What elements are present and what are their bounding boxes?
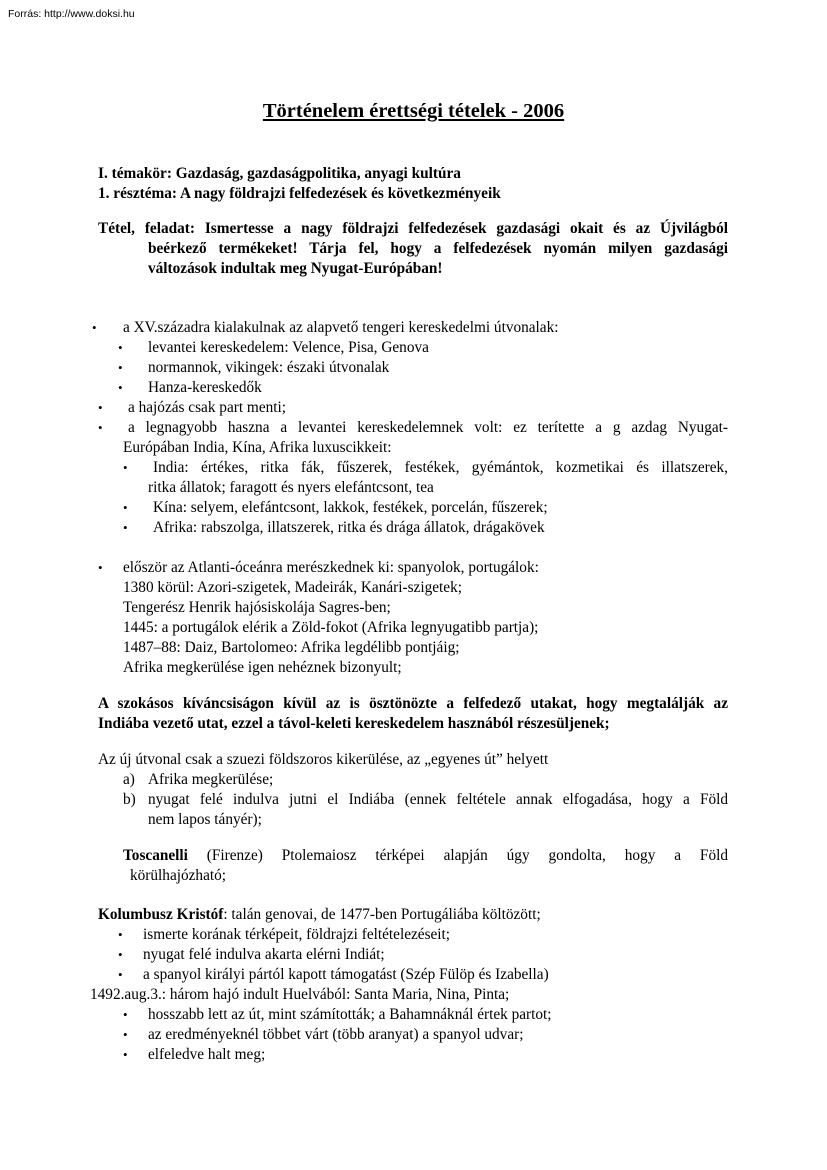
list-item-cont: nem lapos tányér);: [148, 811, 262, 828]
toscanelli-name: Toscanelli: [123, 847, 188, 864]
bullet-icon: •: [123, 1027, 128, 1042]
bullet-icon: •: [118, 947, 123, 962]
toscanelli-text: (Firenze) Ptolemaiosz térképei alapján úgy gondolta, hogy a Föld: [187, 847, 728, 864]
list-item-cont: Tengerész Henrik hajósiskolája Sagres-ben;: [123, 599, 391, 616]
bullet-icon: •: [123, 1047, 128, 1062]
bold-paragraph-line: A szokásos kíváncsiságon kívül az is ösztönözte a felfedező utakat, hogy megtalálják az: [98, 695, 728, 712]
list-item-cont: 1445: a portugálok elérik a Zöld-fokot (Afrika legnyugatibb partja);: [123, 619, 539, 636]
bullet-icon: •: [98, 400, 103, 415]
list-item: a XV.századra kialakulnak az alapvető tengeri kereskedelmi útvonalak:: [123, 319, 559, 336]
subtopic-heading: 1. résztéma: A nagy földrajzi felfedezések és következményeik: [98, 185, 501, 202]
bullet-icon: •: [98, 420, 103, 435]
bold-paragraph-line: Indiába vezető utat, ezzel a távol-keleti kereskedelem hasznából részesüljenek;: [98, 715, 610, 732]
bullet-icon: •: [118, 340, 123, 355]
list-item: ismerte korának térképeit, földrajzi feltételezéseit;: [143, 926, 451, 943]
source-note: Forrás: http://www.doksi.hu: [8, 8, 135, 20]
list-item: hosszabb lett az út, mint számították; a Bahamnáknál értek partot;: [148, 1006, 552, 1023]
list-marker: a): [123, 771, 135, 788]
bullet-icon: •: [123, 520, 128, 535]
bullet-icon: •: [123, 500, 128, 515]
list-item: levantei kereskedelem: Velence, Pisa, Genova: [148, 339, 429, 356]
topic-heading: I. témakör: Gazdaság, gazdaságpolitika, anyagi kultúra: [98, 165, 461, 182]
columbus-line: [98, 905, 541, 925]
list-item: nyugat felé indulva akarta elérni Indiát;: [143, 946, 385, 963]
task-line-1: Tétel, feladat: Ismertesse a nagy földrajzi felfedezések gazdasági okait és az Újvilágból: [98, 220, 728, 237]
list-item: először az Atlanti-óceánra merészkednek ki: spanyolok, portugálok:: [123, 559, 539, 576]
list-item: nyugat felé indulva jutni el Indiába (ennek feltétele annak elfogadása, hogy a Föld: [148, 791, 728, 808]
list-item: India: értékes, ritka fák, fűszerek, festékek, gyémántok, kozmetikai és illatszerek,: [153, 459, 728, 476]
list-item: elfeledve halt meg;: [148, 1046, 266, 1063]
list-item: a hajózás csak part menti;: [128, 399, 287, 416]
columbus-name: Kolumbusz Kristóf: [98, 906, 224, 923]
bullet-icon: •: [118, 927, 123, 942]
list-item-cont: 1487–88: Daiz, Bartolomeo: Afrika legdélibb pontjáig;: [123, 639, 460, 656]
bullet-icon: •: [118, 380, 123, 395]
bullet-icon: •: [98, 560, 103, 575]
task-line-3: változások indultak meg Nyugat-Európában!: [148, 260, 443, 277]
list-item-cont: Afrika megkerülése igen nehéznek bizonyult;: [123, 659, 402, 676]
toscanelli-line: [123, 846, 728, 866]
list-item: Kína: selyem, elefántcsont, lakkok, festékek, porcelán, fűszerek;: [153, 499, 548, 516]
bullet-icon: •: [118, 360, 123, 375]
bullet-icon: •: [123, 1007, 128, 1022]
page-title: Történelem érettségi tételek - 2006: [262, 100, 565, 122]
toscanelli-cont: körülhajózható;: [130, 867, 227, 884]
task-line-2: beérkező termékeket! Tárja fel, hogy a felfedezések nyomán milyen gazdasági: [148, 240, 728, 257]
list-item-cont: Európában India, Kína, Afrika luxuscikkeit:: [123, 439, 392, 456]
bullet-icon: •: [92, 320, 97, 335]
list-item: Afrika: rabszolga, illatszerek, ritka és drága állatok, drágakövek: [153, 519, 545, 536]
bullet-icon: •: [118, 967, 123, 982]
list-item: Afrika megkerülése;: [148, 771, 274, 788]
route-intro: Az új útvonal csak a szuezi földszoros kikerülése, az „egyenes út” helyett: [98, 751, 549, 768]
columbus-text: : talán genovai, de 1477-ben Portugáliába költözött;: [223, 906, 541, 923]
list-item: Hanza-kereskedők: [148, 379, 262, 396]
list-marker: b): [123, 791, 136, 808]
bullet-icon: •: [123, 460, 128, 475]
list-item: a legnagyobb haszna a levantei kereskedelemnek volt: ez terítette a g azdag Nyugat-: [128, 419, 728, 436]
list-item-cont: 1380 körül: Azori-szigetek, Madeirák, Kanári-szigetek;: [123, 579, 462, 596]
list-item: az eredményeknél többet várt (több aranyat) a spanyol udvar;: [148, 1026, 524, 1043]
list-item: a spanyol királyi pártól kapott támogatást (Szép Fülöp és Izabella): [143, 966, 549, 983]
voyage-line: 1492.aug.3.: három hajó indult Huelvából: Santa Maria, Nina, Pinta;: [90, 986, 510, 1003]
list-item: normannok, vikingek: északi útvonalak: [148, 359, 390, 376]
list-item-cont: ritka állatok; faragott és nyers elefántcsont, tea: [148, 479, 434, 496]
